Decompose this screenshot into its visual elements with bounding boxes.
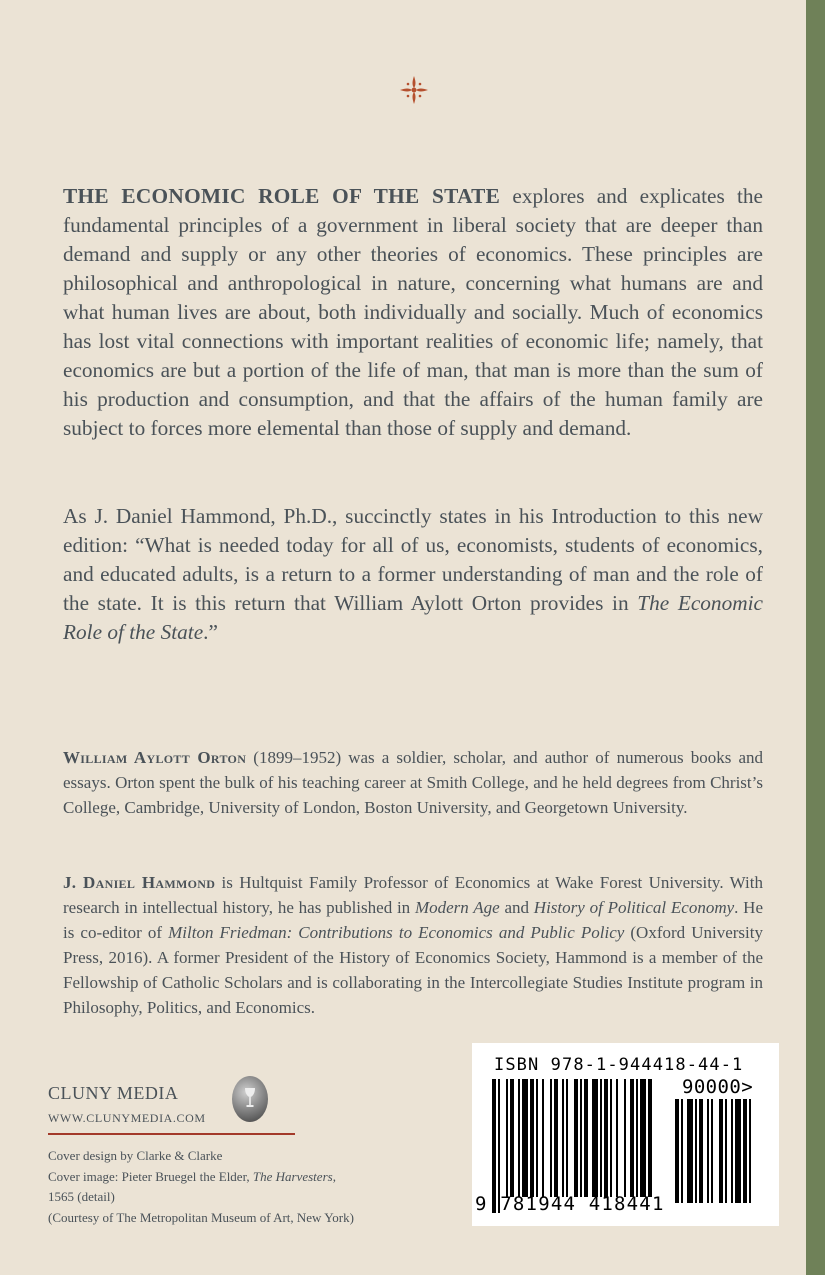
isbn-barcode: [472, 1043, 779, 1226]
publisher-name: CLUNY MEDIA: [48, 1083, 179, 1103]
introducer-bio: [63, 870, 763, 1020]
introduction-quote-paragraph: [63, 502, 763, 647]
cover-credits: [48, 1146, 408, 1228]
quote-book-title: The Economic Role of the State: [63, 591, 763, 644]
cover-image-credit: [48, 1167, 408, 1188]
cover-image-courtesy: (Courtesy of The Metropolitan Museum of Art, New York): [48, 1209, 354, 1225]
credit-text: Cover image: Pieter Bruegel the Elder,: [48, 1168, 253, 1184]
publication-title: History of Political Economy: [533, 898, 735, 917]
credit-text: ,: [332, 1168, 336, 1184]
cover-design-credit: Cover design by Clarke & Clarke: [48, 1148, 223, 1163]
description-text: explores and explicates the fundamental principles of a government in liberal society that are deeper than demand and supply or any other theories of economics. These principles are philosophical and anthropological in nature, concerning what humans are and what human lives are about, both individually and socially. Much of economics has lost vital connections with important realities of economic life; namely, that economics are but a portion of the life of man, that man is more than the sum of his production and consumption, and that the affairs of the human family are subject to forces more elemental than those of supply and demand.: [63, 184, 763, 440]
publisher-divider: [48, 1133, 295, 1135]
author-bio-text: (1899–1952) was a soldier, scholar, and author of numerous books and essays. Orton spent the bulk of his teaching career at Smith College, and he held degrees from Christ’s College, Cambridge, University of London, Boston University, and Georgetown University.: [63, 748, 763, 817]
chalice-seal-icon: [232, 1076, 268, 1122]
cover-image-year: 1565 (detail): [48, 1189, 115, 1205]
quote-end: .”: [203, 620, 218, 644]
introducer-bio-text: . He is co-editor of: [63, 898, 763, 942]
isbn-label: ISBN 978-1-944418-44-1: [494, 1055, 744, 1075]
publisher-url: WWW.CLUNYMEDIA.COM: [48, 1111, 206, 1125]
introducer-bio-text: is Hultquist Family Professor of Economics at Wake Forest University. With research in intellectual history, he has published in: [63, 873, 763, 917]
book-description-paragraph: [63, 182, 763, 443]
spine-edge-strip: [806, 0, 825, 1275]
author-name: William Aylott Orton: [63, 748, 247, 767]
author-bio: [63, 745, 763, 820]
publication-title: Milton Friedman: Contributions to Economics and Public Policy: [168, 923, 625, 942]
ean-digits: 9 781944 418441: [475, 1193, 665, 1215]
book-title-caps: THE ECONOMIC ROLE OF THE STATE: [63, 184, 501, 208]
painting-title: The Harvesters: [252, 1168, 333, 1184]
publication-title: Modern Age: [414, 898, 500, 917]
introducer-bio-text: (Oxford University Press, 2016). A former President of the History of Economics Society, Hammond is a member of the Fellowship of Catholic Scholars and is collaborating in the Intercollegiate Studies Institute program in Philosophy, Politics, and Economics.: [63, 923, 763, 1017]
quote-text: As J. Daniel Hammond, Ph.D., succinctly states in his Introduction to this new edition: “What is needed today for all of us, economists, students of economics, and educated adults, is a return to a former understanding of man and the role of the state. It is this return that William Aylott Orton provides in: [63, 504, 763, 615]
fleuron-icon: [398, 74, 430, 106]
price-code: 90000>: [682, 1076, 754, 1098]
introducer-name: J. Daniel Hammond: [63, 873, 216, 892]
introducer-bio-text: and: [499, 898, 534, 917]
